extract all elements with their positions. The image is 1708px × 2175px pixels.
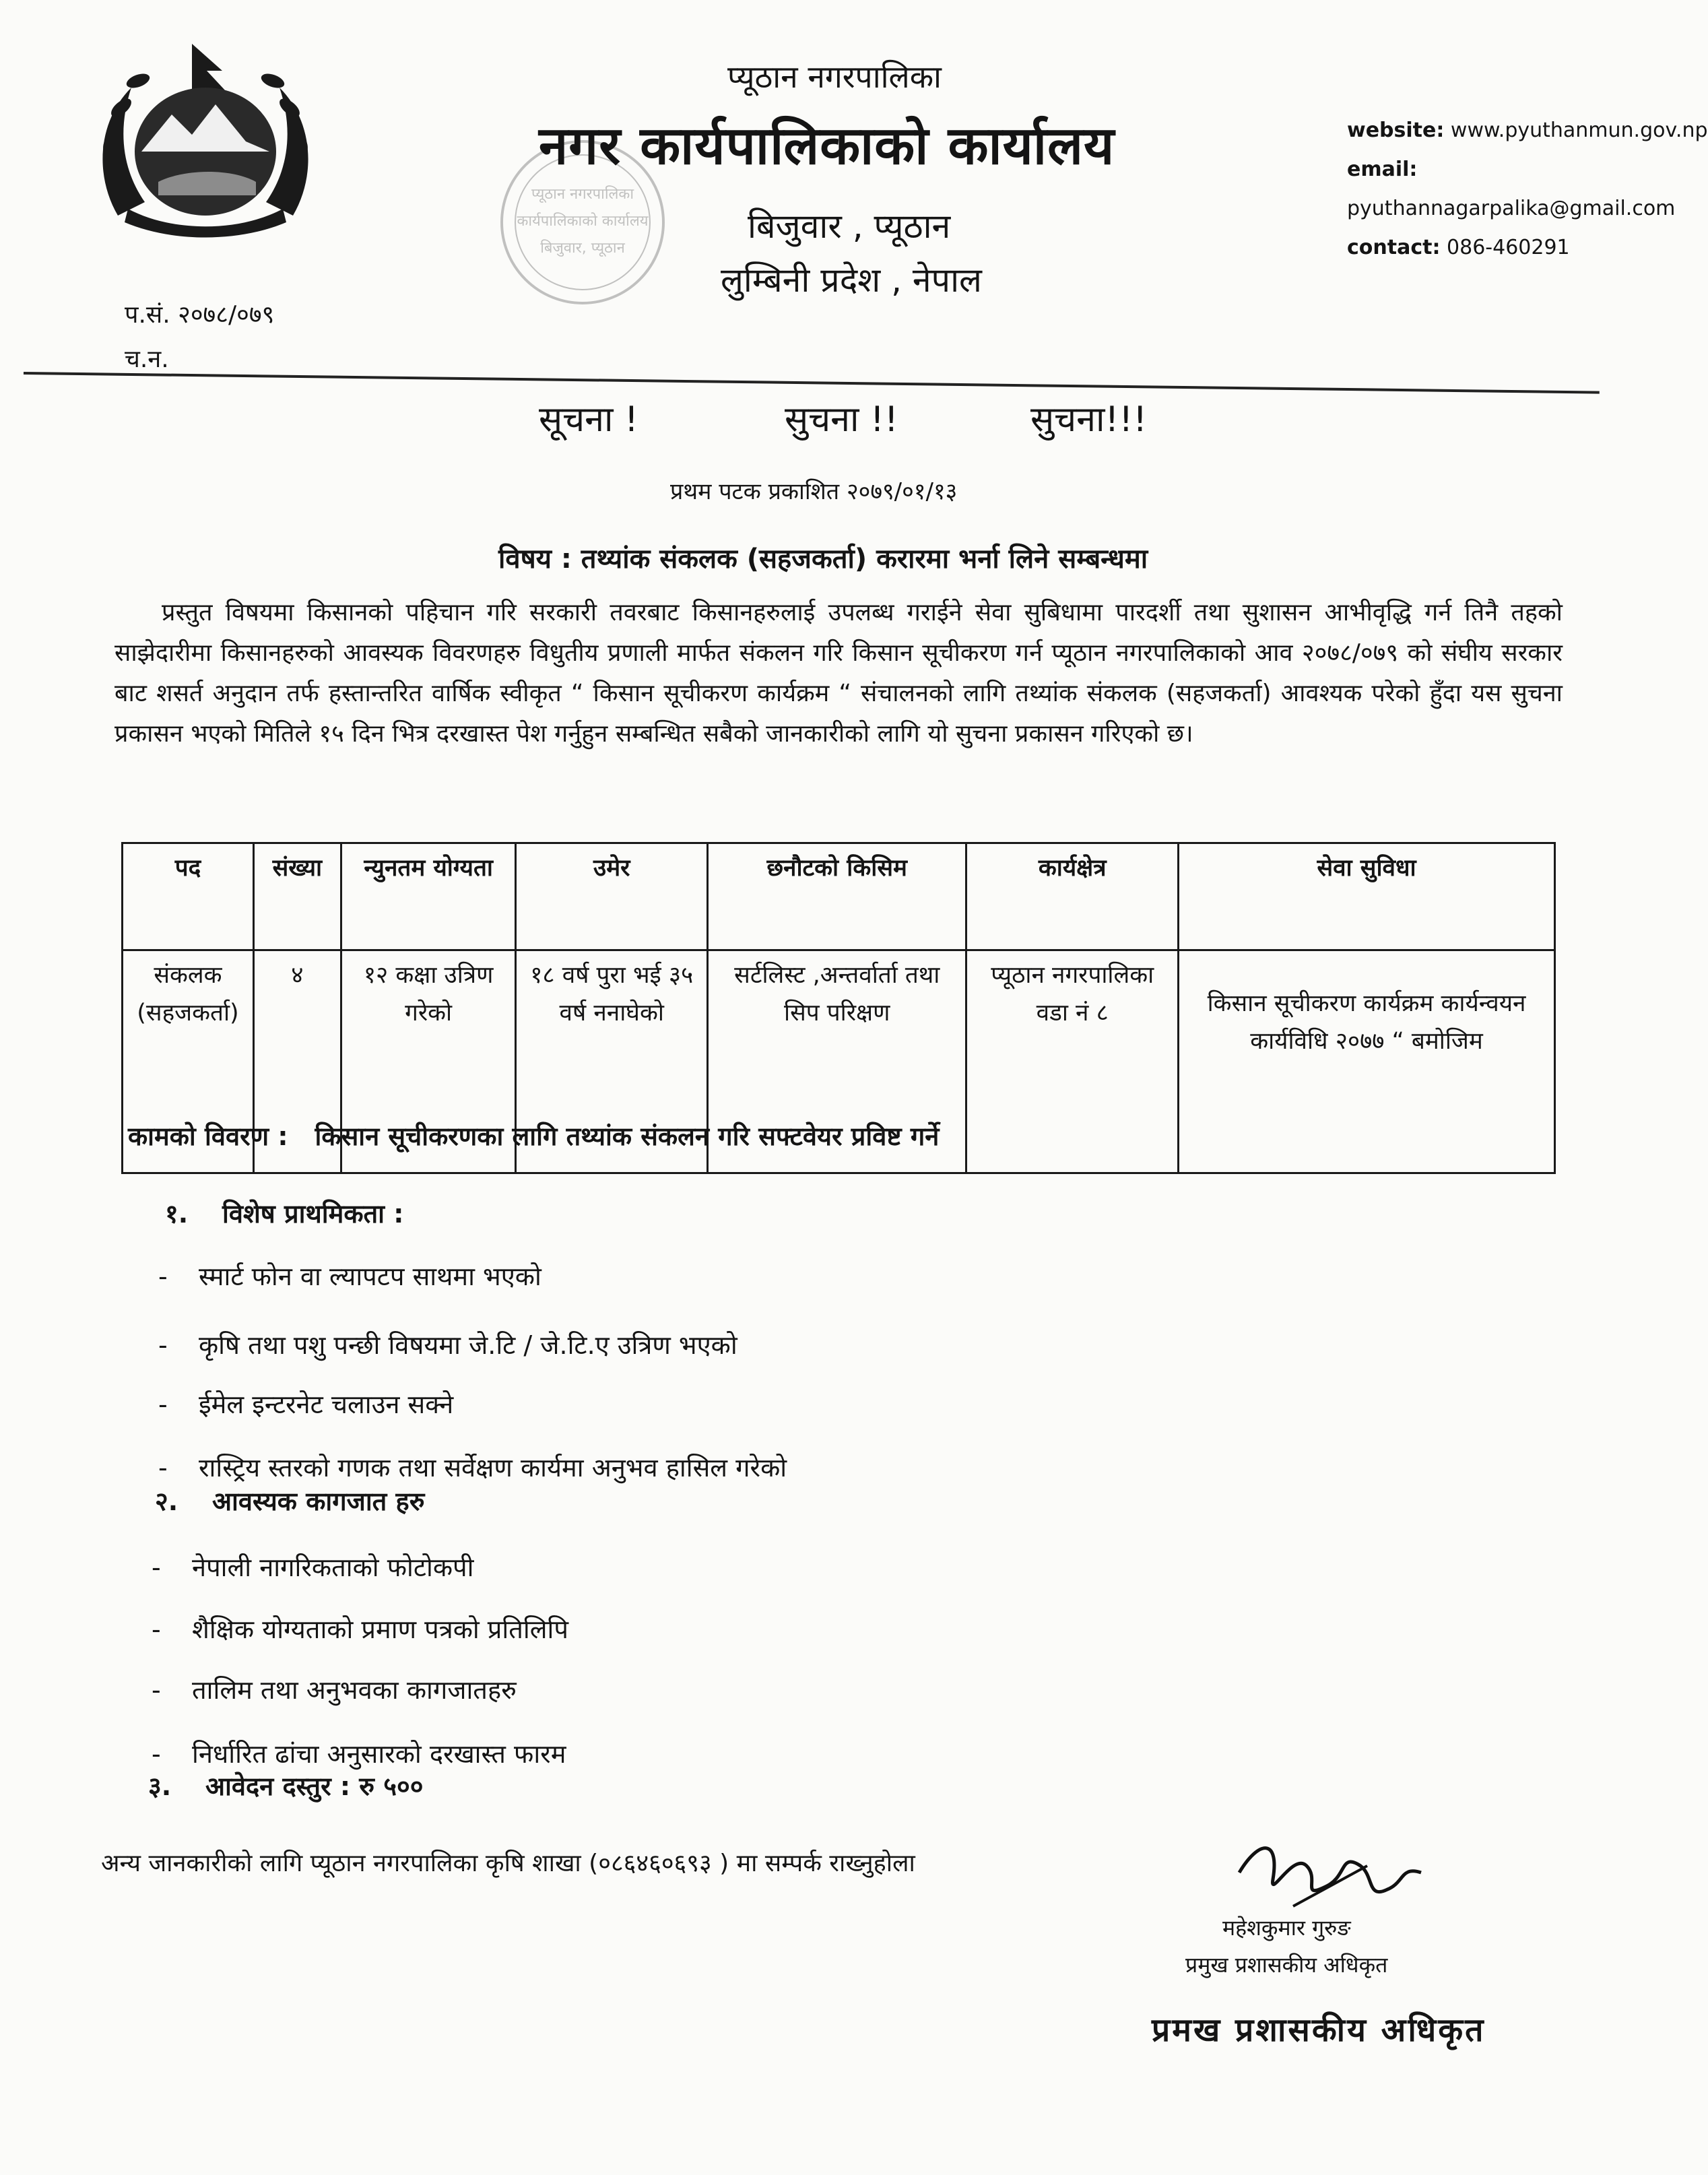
email-link[interactable]: pyuthannagarpalika@gmail.com [1347, 197, 1676, 220]
signatory-title: प्रमुख प्रशासकीय अधिकृत [1185, 1952, 1388, 1978]
section-number: ३. [148, 1772, 172, 1801]
notice-word-1: सूचना ! [539, 399, 638, 440]
office-province: लुम्बिनी प्रदेश , नेपाल [721, 261, 982, 300]
cell-selection: सर्टलिस्ट ,अन्तर्वार्ता तथा सिप परिक्षण [708, 950, 966, 1173]
list-item: - स्मार्ट फोन वा ल्यापटप साथमा भएको [158, 1262, 541, 1291]
office-title: नगर कार्यपालिकाको कार्यालय [539, 116, 1115, 176]
section-fee-heading [148, 1768, 424, 1803]
cell-count: ४ [253, 950, 341, 1173]
website-label: website: [1347, 119, 1445, 142]
stamp-line-3: बिजुवार, प्यूठान [540, 240, 625, 257]
nepal-emblem-logo [91, 40, 320, 239]
stamp-line-2: कार्यपालिकाको कार्यालय [517, 213, 649, 230]
section-priority-heading [165, 1196, 403, 1231]
list-item-text: कृषि तथा पशु पन्छी विषयमा जे.टि / जे.टि.ए उत्रिण भएको [199, 1330, 737, 1360]
section-number: २. [155, 1487, 178, 1516]
list-item-text: स्मार्ट फोन वा ल्यापटप साथमा भएको [199, 1262, 541, 1291]
header-divider [24, 372, 1600, 394]
email-label: email: [1347, 158, 1418, 181]
list-item-text: ईमेल इन्टरनेट चलाउन सक्ने [199, 1390, 454, 1419]
col-age: उमेर [516, 843, 708, 950]
cell-qualification: १२ कक्षा उत्रिण गरेको [341, 950, 516, 1173]
stamp-line-1: प्यूठान नगरपालिका [531, 186, 634, 203]
col-count: संख्या [253, 843, 341, 950]
list-item-text: तालिम तथा अनुभवका कागजातहरु [192, 1675, 517, 1705]
notice-word-3: सुचना!!! [1030, 399, 1148, 440]
contact-block [1347, 111, 1708, 267]
col-workplace: कार्यक्षेत्र [966, 843, 1179, 950]
office-place: बिजुवार , प्यूठान [748, 207, 951, 246]
col-benefits: सेवा सुविधा [1179, 843, 1555, 950]
list-item: - ईमेल इन्टरनेट चलाउन सक्ने [158, 1390, 454, 1419]
col-post: पद [123, 843, 254, 950]
list-item-text: शैक्षिक योग्यताको प्रमाण पत्रको प्रतिलिपि [192, 1615, 568, 1644]
letter-number: प.सं. २०७८/०७९ [125, 301, 275, 329]
work-text: किसान सूचीकरणका लागि तथ्यांक संकलन गरि सफ्टवेयर प्रविष्ट गर्ने [315, 1122, 940, 1151]
col-selection: छनौटको किसिम [708, 843, 966, 950]
subject-line: विषय : तथ्यांक संकलक (सहजकर्ता) करारमा भर्ना लिने सम्बन्धमा [498, 544, 1148, 575]
reference-block [125, 293, 274, 382]
list-item: - शैक्षिक योग्यताको प्रमाण पत्रको प्रतिलिपि [152, 1615, 568, 1644]
list-item: - कृषि तथा पशु पन्छी विषयमा जे.टि / जे.टि.ए उत्रिण भएको [158, 1330, 737, 1360]
section-title: विशेष प्राथमिकता : [222, 1199, 404, 1229]
cell-age: १८ वर्ष पुरा भई ३५ वर्ष ननाघेको [516, 950, 708, 1173]
body-paragraph: प्रस्तुत विषयमा किसानको पहिचान गरि सरकारी तवरबाट किसानहरुलाई उपलब्ध गराईने सेवा सुबिधामा पारदर्शी तथा सुशासन आभीवृद्धि गर्न तिनै तहको साझेदारीमा किसानहरुको आवस्यक विवरणहरु विधुतीय प्रणाली मार्फत संकलन गरि किसान सूचीकरण गर्न प्यूठान नगरपालिकाको आव २०७८/०७९ को संघीय सरकार बाट शसर्त अनुदान तर्फ हस्तान्तरित वार्षिक स्वीकृत “ किसान सूचीकरण कार्यक्रम “ संचालनको लागि तथ्यांक संकलक (सहजकर्ता) आवश्यक परेको हुँदा यस सुचना प्रकासन भएको मितिले १५ दिन भित्र दरखास्त पेश गर्नुहुन सम्बन्धित सबैको जानकारीको लागि यो सुचना प्रकासन गरिएको छ। [114, 599, 1563, 748]
list-item-text: नेपाली नागरिकताको फोटोकपी [192, 1553, 474, 1582]
published-date: प्रथम पटक प्रकाशित २०७९/०१/१३ [670, 478, 958, 505]
cell-workplace: प्यूठान नगरपालिका वडा नं ८ [966, 950, 1179, 1173]
phone-label: contact: [1347, 236, 1441, 259]
list-item: - नेपाली नागरिकताको फोटोकपी [152, 1553, 474, 1582]
signatory-name: महेशकुमार गुरुङ [1222, 1915, 1351, 1941]
cell-benefits: किसान सूचीकरण कार्यक्रम कार्यन्वयन कार्यविधि २०७७ “ बमोजिम [1179, 950, 1555, 1173]
contact-info-line: अन्य जानकारीको लागि प्यूठान नगरपालिका कृषि शाखा (०८६४६०६९३ ) मा सम्पर्क राख्नुहोला [101, 1850, 915, 1877]
dispatch-number: च.न. [125, 346, 169, 373]
list-item-text: रास्ट्रिय स्तरको गणक तथा सर्वेक्षण कार्यमा अनुभव हासिल गरेको [199, 1453, 787, 1483]
notice-heading [539, 394, 1185, 448]
handwritten-signature [1233, 1825, 1428, 1926]
col-qualification: न्युनतम योग्यता [341, 843, 516, 950]
section-documents-heading [155, 1483, 424, 1518]
section-number: १. [165, 1199, 189, 1229]
designation-seal: प्रमख प्रशासकीय अधिकृत [1152, 2011, 1486, 2049]
phone-number: 086-460291 [1447, 236, 1570, 259]
list-item: - रास्ट्रिय स्तरको गणक तथा सर्वेक्षण कार्यमा अनुभव हासिल गरेको [158, 1453, 787, 1483]
notice-word-2: सुचना !! [785, 399, 898, 440]
table-header-row [123, 843, 1555, 950]
list-item: - तालिम तथा अनुभवका कागजातहरु [152, 1675, 517, 1705]
list-item-text: निर्धारित ढांचा अनुसारको दरखास्त फारम [192, 1739, 566, 1769]
section-title: आवस्यक कागजात हरु [212, 1487, 425, 1516]
section-title: आवेदन दस्तुर : रु ५०० [205, 1772, 424, 1801]
municipality-name: प्यूठान नगरपालिका [727, 59, 942, 95]
work-label: कामको विवरण : [128, 1122, 288, 1151]
list-item: - निर्धारित ढांचा अनुसारको दरखास्त फारम [152, 1739, 566, 1769]
website-link[interactable]: www.pyuthanmun.gov.np [1450, 119, 1708, 142]
cell-post: संकलक (सहजकर्ता) [123, 950, 254, 1173]
work-description [128, 1118, 939, 1153]
